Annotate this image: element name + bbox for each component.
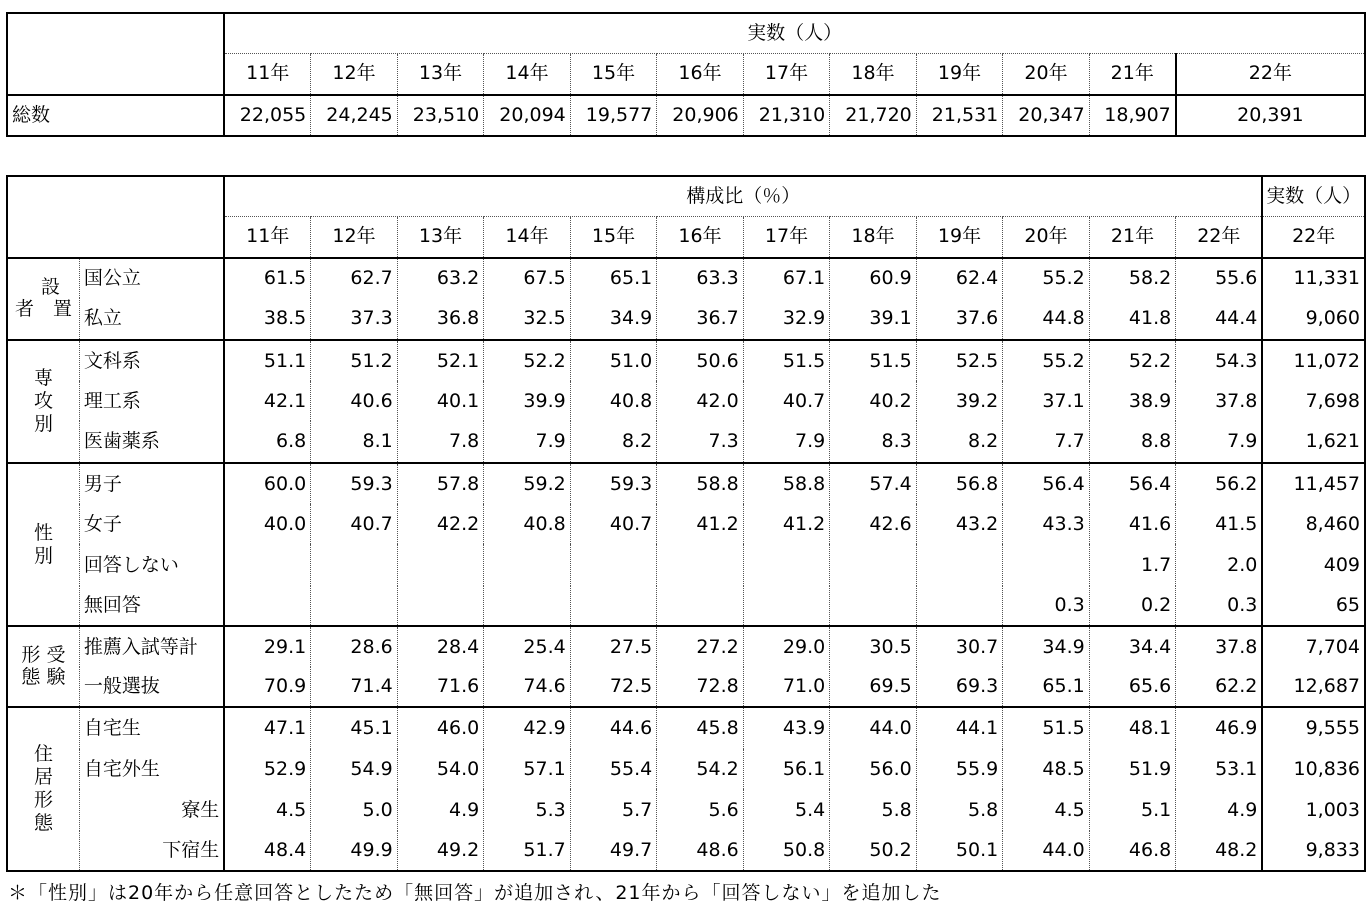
row-label: 自宅生: [79, 707, 224, 749]
ratio-value: 44.6: [570, 707, 657, 749]
ratio-value: 5.8: [916, 789, 1003, 831]
ratio-value: 59.2: [484, 463, 571, 504]
ratio-value: 65.1: [1003, 667, 1090, 707]
ratio-value: 5.1: [1089, 789, 1176, 831]
count-value: 9,833: [1262, 831, 1365, 871]
ratio-value: 32.9: [743, 298, 830, 340]
ratio-value: 72.8: [657, 667, 744, 707]
row-label: 私立: [79, 298, 224, 340]
ratio-value: 6.8: [224, 421, 311, 463]
group-label-text: 住 居 形 態: [33, 743, 53, 834]
ratio-value: 40.7: [743, 381, 830, 421]
ratio-value: 37.8: [1176, 626, 1263, 667]
ratio-value: 63.2: [397, 258, 484, 298]
table-row: [7, 381, 1365, 421]
year-header: 20年: [1003, 53, 1090, 95]
ratio-value: 49.7: [570, 831, 657, 871]
ratio-value: 65.6: [1089, 667, 1176, 707]
row-label: 国公立: [79, 258, 224, 298]
ratio-value: 37.6: [916, 298, 1003, 340]
ratio-value: 5.6: [657, 789, 744, 831]
ratio-value: 5.4: [743, 789, 830, 831]
ratio-value: 41.2: [743, 504, 830, 544]
ratio-value: 54.9: [311, 749, 398, 789]
ratio-value: 7.9: [1176, 421, 1263, 463]
year-header: 17年: [743, 53, 830, 95]
ratio-value: 40.2: [830, 381, 917, 421]
group-label-juken: [7, 626, 79, 707]
table-row: [7, 667, 1365, 707]
ratio-value: 36.7: [657, 298, 744, 340]
count-value: 409: [1262, 544, 1365, 586]
ratio-value: 32.5: [484, 298, 571, 340]
ratio-value: 56.2: [1176, 463, 1263, 504]
total-label: 総数: [12, 104, 51, 126]
ratio-value: [397, 544, 484, 586]
ratio-value: 37.1: [1003, 381, 1090, 421]
ratio-value: 44.4: [1176, 298, 1263, 340]
year-header: 15年: [570, 216, 657, 258]
ratio-value: [484, 586, 571, 626]
year-header: 18年: [830, 53, 917, 95]
count-value: 7,704: [1262, 626, 1365, 667]
year-header: 19年: [916, 53, 1003, 95]
count-value: 10,836: [1262, 749, 1365, 789]
ratio-value: 48.6: [657, 831, 744, 871]
group-label-line: 設: [40, 276, 60, 299]
ratio-value: 51.5: [1003, 707, 1090, 749]
ratio-value: 55.2: [1003, 340, 1090, 381]
ratio-value: 50.2: [830, 831, 917, 871]
count-value: 7,698: [1262, 381, 1365, 421]
year-header: 21年: [1089, 216, 1176, 258]
group-label-text: 専 攻 別: [33, 367, 53, 435]
total-value: 20,906: [657, 95, 744, 136]
group-label-jukyo: [7, 707, 79, 871]
year-header: 12年: [311, 216, 398, 258]
total-value: 20,094: [484, 95, 571, 136]
ratio-value: 43.2: [916, 504, 1003, 544]
ratio-value: 0.2: [1089, 586, 1176, 626]
ratio-value: 7.7: [1003, 421, 1090, 463]
table-row: [7, 340, 1365, 381]
ratio-value: 70.9: [224, 667, 311, 707]
ratio-value: 47.1: [224, 707, 311, 749]
ratio-value: 41.2: [657, 504, 744, 544]
count-value: 11,457: [1262, 463, 1365, 504]
ratio-value: 41.6: [1089, 504, 1176, 544]
ratio-value: 51.5: [830, 340, 917, 381]
ratio-value: 5.3: [484, 789, 571, 831]
ratio-value: 30.5: [830, 626, 917, 667]
total-value: 21,310: [743, 95, 830, 136]
ratio-value: 44.0: [830, 707, 917, 749]
ratio-value: [916, 586, 1003, 626]
total-count-table: [6, 12, 1366, 137]
count-year-header: 22年: [1262, 216, 1365, 258]
ratio-value: 42.9: [484, 707, 571, 749]
group-label-setchi: [7, 258, 79, 340]
row-label: 回答しない: [79, 544, 224, 586]
ratio-value: 43.9: [743, 707, 830, 749]
year-header: 22年: [1176, 216, 1263, 258]
row-label: 男子: [79, 463, 224, 504]
row-label: 下宿生: [79, 831, 224, 871]
ratio-value: 4.9: [397, 789, 484, 831]
row-label: 文科系: [79, 340, 224, 381]
ratio-value: 65.1: [570, 258, 657, 298]
ratio-value: 42.6: [830, 504, 917, 544]
year-header: 12年: [311, 53, 398, 95]
ratio-value: 44.0: [1003, 831, 1090, 871]
ratio-value: [916, 544, 1003, 586]
ratio-value: 52.5: [916, 340, 1003, 381]
ratio-value: 2.0: [1176, 544, 1263, 586]
ratio-value: 59.3: [570, 463, 657, 504]
ratio-value: 7.9: [484, 421, 571, 463]
ratio-value: 71.0: [743, 667, 830, 707]
ratio-value: 52.1: [397, 340, 484, 381]
ratio-value: [311, 544, 398, 586]
total-value: 19,577: [570, 95, 657, 136]
ratio-value: 38.9: [1089, 381, 1176, 421]
ratio-value: 54.0: [397, 749, 484, 789]
ratio-value: 58.2: [1089, 258, 1176, 298]
table-row: [7, 831, 1365, 871]
ratio-value: 45.1: [311, 707, 398, 749]
total-value: 21,531: [916, 95, 1003, 136]
ratio-value: 38.5: [224, 298, 311, 340]
total-value: 20,347: [1003, 95, 1090, 136]
ratio-value: 25.4: [484, 626, 571, 667]
count-header: 実数（人）: [1262, 176, 1365, 216]
ratio-value: 67.1: [743, 258, 830, 298]
ratio-value: 51.7: [484, 831, 571, 871]
ratio-value: 52.2: [1089, 340, 1176, 381]
ratio-header: 構成比（％）: [224, 176, 1262, 216]
ratio-value: 34.9: [570, 298, 657, 340]
ratio-value: 57.4: [830, 463, 917, 504]
ratio-value: 48.1: [1089, 707, 1176, 749]
ratio-value: 40.6: [311, 381, 398, 421]
ratio-value: 46.0: [397, 707, 484, 749]
ratio-value: 51.2: [311, 340, 398, 381]
year-header: 11年: [224, 216, 311, 258]
ratio-value: 1.7: [1089, 544, 1176, 586]
ratio-value: [657, 586, 744, 626]
ratio-value: 30.7: [916, 626, 1003, 667]
count-value: 9,060: [1262, 298, 1365, 340]
ratio-value: [311, 586, 398, 626]
ratio-value: 61.5: [224, 258, 311, 298]
ratio-value: 5.7: [570, 789, 657, 831]
ratio-value: 28.6: [311, 626, 398, 667]
year-header: 18年: [830, 216, 917, 258]
ratio-value: 8.2: [570, 421, 657, 463]
year-header: 16年: [657, 53, 744, 95]
ratio-value: 7.8: [397, 421, 484, 463]
total-value: 18,907: [1089, 95, 1176, 136]
row-label: 寮生: [79, 789, 224, 831]
ratio-value: 53.1: [1176, 749, 1263, 789]
table-row: [7, 504, 1365, 544]
ratio-value: 5.8: [830, 789, 917, 831]
year-header: 16年: [657, 216, 744, 258]
table-row: [7, 544, 1365, 586]
ratio-value: 29.1: [224, 626, 311, 667]
count-value: 8,460: [1262, 504, 1365, 544]
row-label: 無回答: [79, 586, 224, 626]
ratio-value: 56.1: [743, 749, 830, 789]
ratio-value: 8.2: [916, 421, 1003, 463]
ratio-value: 34.4: [1089, 626, 1176, 667]
ratio-value: 40.0: [224, 504, 311, 544]
ratio-value: 42.1: [224, 381, 311, 421]
row-label: 自宅外生: [79, 749, 224, 789]
year-header: 22年: [1176, 53, 1365, 95]
ratio-value: 48.4: [224, 831, 311, 871]
ratio-value: 52.9: [224, 749, 311, 789]
ratio-value: [570, 586, 657, 626]
ratio-value: [570, 544, 657, 586]
ratio-value: 52.2: [484, 340, 571, 381]
table-row: [7, 749, 1365, 789]
ratio-value: 57.1: [484, 749, 571, 789]
ratio-value: 69.3: [916, 667, 1003, 707]
row-label: 医歯薬系: [79, 421, 224, 463]
year-header: 20年: [1003, 216, 1090, 258]
ratio-value: 51.9: [1089, 749, 1176, 789]
ratio-value: 8.3: [830, 421, 917, 463]
table-row: [7, 258, 1365, 298]
ratio-value: 8.8: [1089, 421, 1176, 463]
table-row: [7, 463, 1365, 504]
ratio-value: 4.5: [1003, 789, 1090, 831]
year-header: 21年: [1089, 53, 1176, 95]
count-value: 9,555: [1262, 707, 1365, 749]
total-value: 21,720: [830, 95, 917, 136]
ratio-value: [830, 544, 917, 586]
ratio-value: 28.4: [397, 626, 484, 667]
ratio-value: 56.0: [830, 749, 917, 789]
table-row: [7, 707, 1365, 749]
ratio-value: 40.8: [484, 504, 571, 544]
ratio-value: 51.5: [743, 340, 830, 381]
ratio-value: [657, 544, 744, 586]
ratio-value: 62.7: [311, 258, 398, 298]
year-header: 19年: [916, 216, 1003, 258]
count-value: 11,331: [1262, 258, 1365, 298]
ratio-value: 71.6: [397, 667, 484, 707]
table-row: [7, 586, 1365, 626]
ratio-value: 0.3: [1176, 586, 1263, 626]
year-header: 17年: [743, 216, 830, 258]
ratio-value: 7.9: [743, 421, 830, 463]
ratio-value: 49.2: [397, 831, 484, 871]
ratio-value: 44.8: [1003, 298, 1090, 340]
ratio-value: 59.3: [311, 463, 398, 504]
total-value: 20,391: [1176, 95, 1365, 136]
ratio-value: 4.9: [1176, 789, 1263, 831]
ratio-value: 42.0: [657, 381, 744, 421]
ratio-value: 58.8: [657, 463, 744, 504]
ratio-value: 34.9: [1003, 626, 1090, 667]
ratio-value: [397, 586, 484, 626]
ratio-value: 27.5: [570, 626, 657, 667]
ratio-value: [224, 586, 311, 626]
ratio-value: 60.9: [830, 258, 917, 298]
ratio-value: [743, 544, 830, 586]
row-label: 一般選抜: [79, 667, 224, 707]
ratio-value: 40.7: [311, 504, 398, 544]
group-label-text: 性 別: [33, 521, 53, 567]
ratio-value: 69.5: [830, 667, 917, 707]
ratio-value: 49.9: [311, 831, 398, 871]
composition-table: [6, 175, 1366, 872]
ratio-value: 50.1: [916, 831, 1003, 871]
row-label: 理工系: [79, 381, 224, 421]
group-label-senko: [7, 340, 79, 463]
ratio-value: 41.5: [1176, 504, 1263, 544]
year-header: 14年: [484, 216, 571, 258]
ratio-value: 46.8: [1089, 831, 1176, 871]
ratio-value: 48.5: [1003, 749, 1090, 789]
ratio-value: 36.8: [397, 298, 484, 340]
ratio-value: 55.9: [916, 749, 1003, 789]
group-label-line: 者 置: [14, 298, 72, 320]
year-header: 15年: [570, 53, 657, 95]
ratio-value: 4.5: [224, 789, 311, 831]
ratio-value: 55.6: [1176, 258, 1263, 298]
ratio-value: [743, 586, 830, 626]
ratio-value: 56.4: [1003, 463, 1090, 504]
group-label-seibetsu: [7, 463, 79, 626]
corner-cell: [7, 176, 224, 258]
ratio-value: 71.4: [311, 667, 398, 707]
ratio-value: [224, 544, 311, 586]
ratio-value: 46.9: [1176, 707, 1263, 749]
ratio-value: 50.6: [657, 340, 744, 381]
corner-cell: [7, 13, 224, 95]
ratio-value: [484, 544, 571, 586]
ratio-value: 56.8: [916, 463, 1003, 504]
ratio-value: 50.8: [743, 831, 830, 871]
ratio-value: 60.0: [224, 463, 311, 504]
footnote: ＊「性別」は20年から任意回答としたため「無回答」が追加され、21年から「回答しない」を追加した: [8, 882, 942, 904]
count-value: 11,072: [1262, 340, 1365, 381]
ratio-value: 37.3: [311, 298, 398, 340]
year-header: 13年: [397, 216, 484, 258]
table-row: [7, 626, 1365, 667]
count-value: 1,621: [1262, 421, 1365, 463]
total-value: 22,055: [224, 95, 311, 136]
ratio-value: 54.2: [657, 749, 744, 789]
year-header: 14年: [484, 53, 571, 95]
count-header: 実数（人）: [224, 13, 1365, 53]
year-header: 11年: [224, 53, 311, 95]
year-header: 13年: [397, 53, 484, 95]
row-label: 女子: [79, 504, 224, 544]
ratio-value: 27.2: [657, 626, 744, 667]
total-value: 23,510: [397, 95, 484, 136]
group-label-line: 形 受: [21, 643, 66, 666]
ratio-value: 39.2: [916, 381, 1003, 421]
ratio-value: 40.8: [570, 381, 657, 421]
ratio-value: 5.0: [311, 789, 398, 831]
ratio-value: 72.5: [570, 667, 657, 707]
ratio-value: 51.1: [224, 340, 311, 381]
ratio-value: 54.3: [1176, 340, 1263, 381]
ratio-value: 57.8: [397, 463, 484, 504]
ratio-value: 7.3: [657, 421, 744, 463]
ratio-value: 8.1: [311, 421, 398, 463]
ratio-value: [830, 586, 917, 626]
ratio-value: 42.2: [397, 504, 484, 544]
ratio-value: 40.1: [397, 381, 484, 421]
table-row: [7, 298, 1365, 340]
ratio-value: 51.0: [570, 340, 657, 381]
ratio-value: 56.4: [1089, 463, 1176, 504]
group-label-line: 態 験: [21, 665, 66, 688]
ratio-value: 39.9: [484, 381, 571, 421]
count-value: 65: [1262, 586, 1365, 626]
ratio-value: 62.2: [1176, 667, 1263, 707]
ratio-value: 48.2: [1176, 831, 1263, 871]
ratio-value: 74.6: [484, 667, 571, 707]
ratio-value: 40.7: [570, 504, 657, 544]
ratio-value: 29.0: [743, 626, 830, 667]
count-value: 1,003: [1262, 789, 1365, 831]
ratio-value: 45.8: [657, 707, 744, 749]
ratio-value: 63.3: [657, 258, 744, 298]
ratio-value: 44.1: [916, 707, 1003, 749]
ratio-value: [1003, 544, 1090, 586]
ratio-value: 55.4: [570, 749, 657, 789]
ratio-value: 0.3: [1003, 586, 1090, 626]
ratio-value: 39.1: [830, 298, 917, 340]
ratio-value: 67.5: [484, 258, 571, 298]
ratio-value: 62.4: [916, 258, 1003, 298]
table-row: [7, 421, 1365, 463]
ratio-value: 43.3: [1003, 504, 1090, 544]
ratio-value: 58.8: [743, 463, 830, 504]
count-value: 12,687: [1262, 667, 1365, 707]
total-value: 24,245: [311, 95, 398, 136]
table-row: [7, 789, 1365, 831]
row-label: 推薦入試等計: [79, 626, 224, 667]
ratio-value: 37.8: [1176, 381, 1263, 421]
ratio-value: 55.2: [1003, 258, 1090, 298]
ratio-value: 41.8: [1089, 298, 1176, 340]
